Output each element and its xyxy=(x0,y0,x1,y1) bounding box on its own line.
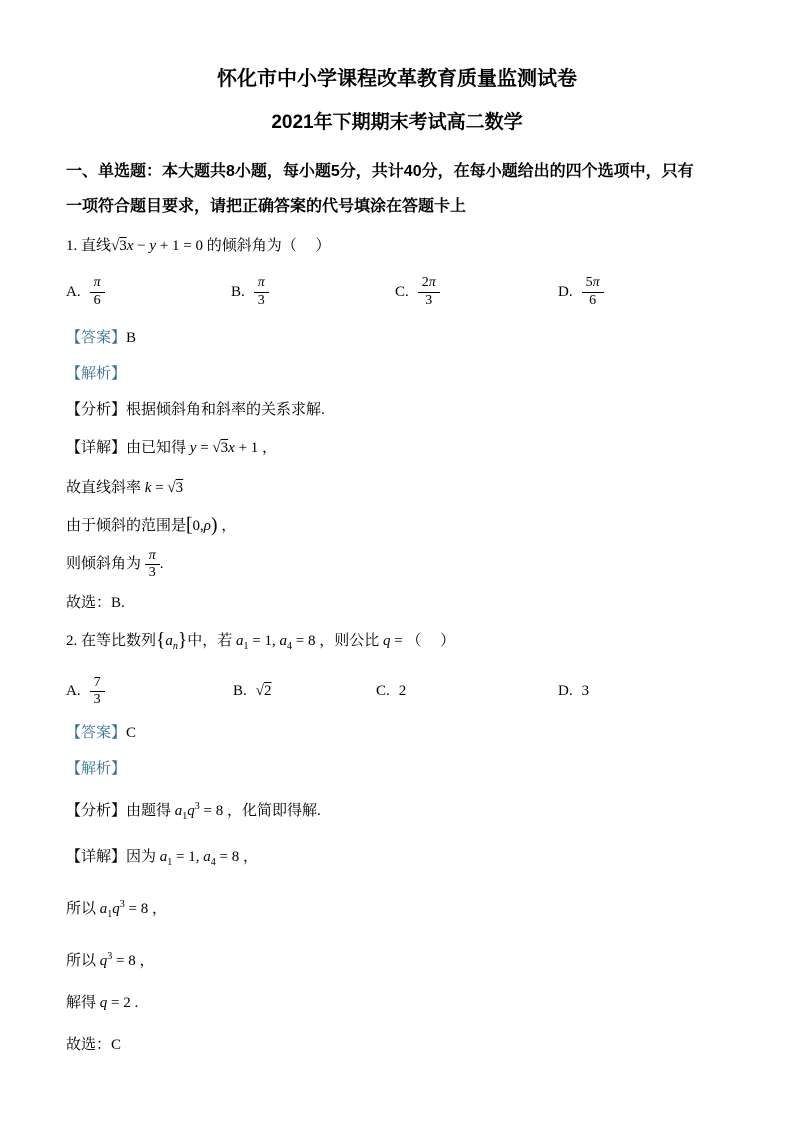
detail-line-3: 由于倾斜的范围是[0,ρ) ， xyxy=(66,515,237,536)
option-b-value: $\frac{\pi}{3}$ xyxy=(254,275,269,308)
section-heading xyxy=(66,154,728,224)
detail-text-1: 由已知得 y = √3x + 1 ， xyxy=(126,440,278,456)
option-b xyxy=(233,683,376,700)
answer-label: 【答案】 xyxy=(66,330,127,346)
option-d-label: D. xyxy=(558,283,573,300)
option-c xyxy=(395,275,558,308)
option-a-label: A. xyxy=(66,283,81,300)
option-b xyxy=(231,275,395,308)
question-1-stem-text: 直线√3x − y + 1 = 0 的倾斜角为（ ） xyxy=(81,238,331,254)
explain-label-line xyxy=(66,362,728,386)
option-c-label: C. xyxy=(395,283,409,300)
detail-line-4: 则倾斜角为 $\frac{\pi}{3}$ . xyxy=(66,548,164,581)
answer-value: C xyxy=(126,725,137,742)
option-a-value: $\frac{7}{3}$ xyxy=(90,675,105,708)
option-b-label: B. xyxy=(233,682,247,699)
option-d-value: $\frac{5\pi}{6}$ xyxy=(582,275,604,308)
option-a xyxy=(66,275,231,308)
question-2-stem xyxy=(66,629,728,659)
section-heading-line1: 一、单选题：本大题共8小题，每小题5分，共计40分，在每小题给出的四个选项中，只有 xyxy=(66,163,694,180)
analysis-label: 【分析】 xyxy=(66,402,127,418)
detail-text-1: 因为 $a_1 = 1$, $a_4 = 8$ ， xyxy=(126,849,258,869)
analysis-line xyxy=(66,795,728,829)
option-c-label: C. xyxy=(376,682,390,699)
doc-subtitle: 2021年下期期末考试高二数学 xyxy=(271,112,523,133)
question-2 xyxy=(66,629,728,1057)
analysis-label: 【分析】 xyxy=(66,803,127,820)
detail-line-1 xyxy=(66,436,728,460)
explain-label: 【解析】 xyxy=(66,761,127,778)
question-1-number: 1. xyxy=(66,238,78,254)
question-2-stem-text: 在等比数列$\{a_n\}$中，若 $a_1 = 1$, $a_4 = 8$ ，则公比 q = （ ） xyxy=(81,630,456,653)
doc-title: 怀化市中小学课程改革教育质量监测试卷 xyxy=(217,68,577,90)
option-a-value: $\frac{\pi}{6}$ xyxy=(90,275,105,308)
analysis-line xyxy=(66,398,728,422)
explain-label: 【解析】 xyxy=(66,366,127,382)
detail-label: 【详解】 xyxy=(66,849,127,866)
section-heading-line2: 一项符合题目要求，请把正确答案的代号填涂在答题卡上 xyxy=(66,198,467,215)
answer-value: B xyxy=(126,330,137,346)
question-2-number: 2. xyxy=(66,633,78,650)
option-c-value: 2 xyxy=(398,682,407,699)
option-c xyxy=(376,683,558,700)
analysis-text: 根据倾斜角和斜率的关系求解. xyxy=(126,402,325,418)
detail-line-2: 所以 $a_1q^3 = 8$ ， xyxy=(66,899,167,921)
conclusion-line: 故选：B. xyxy=(66,595,125,612)
explain-label-line xyxy=(66,757,728,781)
option-b-value: √2 xyxy=(255,682,272,699)
question-1-options xyxy=(66,268,728,316)
detail-line-4: 解得 q = 2 . xyxy=(66,995,139,1012)
option-d-value: 3 xyxy=(581,682,590,699)
analysis-text: 由题得 $a_1q^3 = 8$ ，化简即得解. xyxy=(126,801,321,823)
detail-line-1 xyxy=(66,845,728,875)
option-a-label: A. xyxy=(66,682,81,699)
option-c-value: $\frac{2\pi}{3}$ xyxy=(418,275,440,308)
question-1 xyxy=(66,234,728,615)
option-b-label: B. xyxy=(231,283,245,300)
option-d-label: D. xyxy=(558,682,573,699)
answer-line xyxy=(66,326,728,350)
answer-label: 【答案】 xyxy=(66,725,127,742)
conclusion-line: 故选：C xyxy=(66,1037,122,1054)
detail-line-2: 故直线斜率 k = √3 xyxy=(66,480,184,496)
detail-line-3: 所以 $q^3 = 8$ ， xyxy=(66,951,155,970)
option-d xyxy=(558,683,728,700)
option-a xyxy=(66,675,233,708)
question-1-stem xyxy=(66,234,728,258)
answer-line xyxy=(66,721,728,745)
question-2-options xyxy=(66,665,728,717)
option-d xyxy=(558,275,728,308)
detail-label: 【详解】 xyxy=(66,440,127,456)
